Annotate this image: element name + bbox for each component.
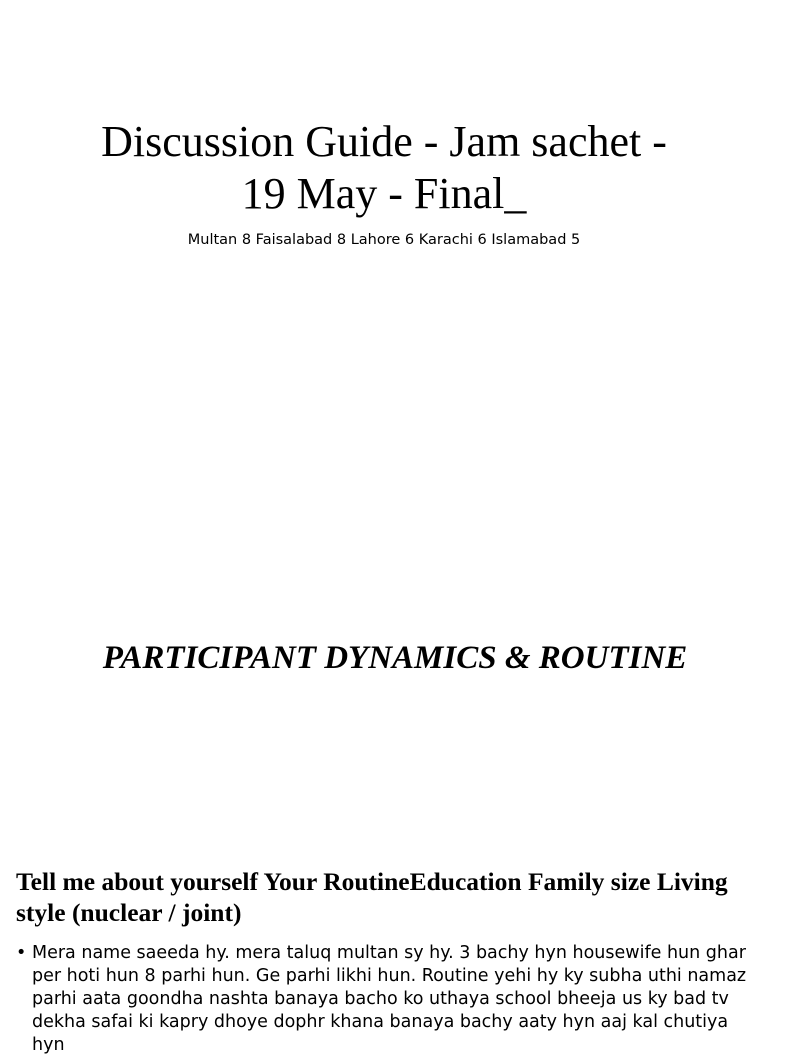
answer-list [16,942,756,1057]
bullet-marker: • [16,943,27,963]
slide-title: Discussion Guide - Jam sachet - 19 May - Final_ [101,117,667,218]
section-heading: PARTICIPANT DYNAMICS & ROUTINE [102,640,688,676]
slide-subtitle: Multan 8 Faisalabad 8 Lahore 6 Karachi 6 Islamabad 5 [187,232,581,248]
answer-bullet-item [16,942,756,1057]
answer-text: Mera name saeeda hy. mera taluq multan sy hy. 3 bachy hyn housewife hun ghar per hoti hun 8 parhi hun. Ge parhi likhi hun. Routine yehi hy ky subha uthi namaz parhi aata goondha nashta banaya bacho ko uthaya school bheeja us ky bad tv dekha safai ki kapry dhoye dophr khana banaya bachy aaty hyn aaj kal chutiya hyn [32,943,747,1055]
question-heading: Tell me about yourself Your RoutineEducation Family size Living style (nuclear / joint) [16,867,728,927]
